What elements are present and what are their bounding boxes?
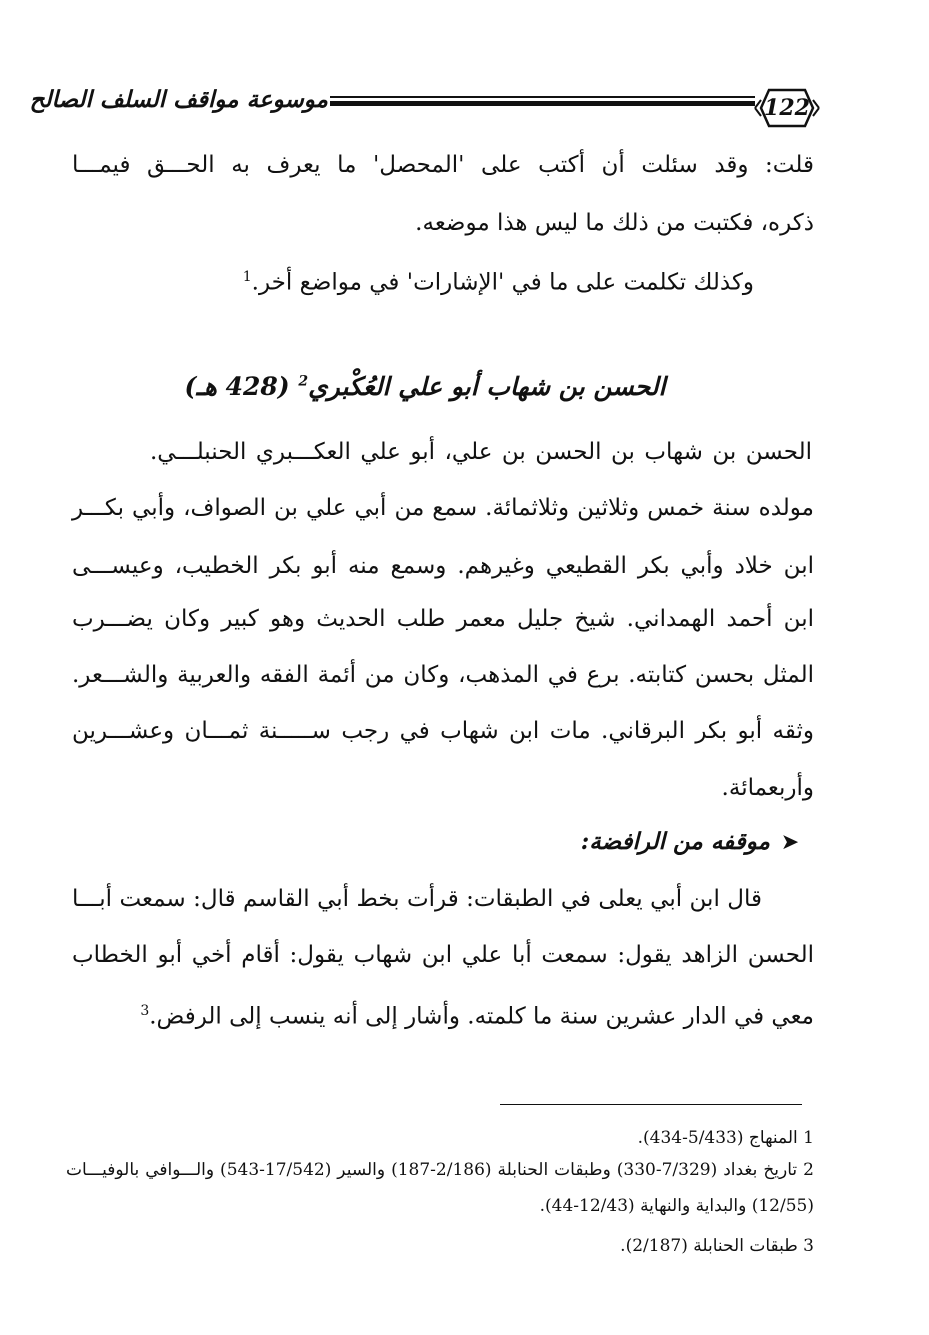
footnote-divider (500, 1104, 802, 1105)
footnote-2b: (12/55) والبداية والنهاية (12/43-44). (539, 1196, 814, 1216)
bio-line-6: وثقه أبو بكر البرقاني. مات ابن شهاب في رجب ســـــنة ثمـــان وعشـــرين (72, 718, 814, 744)
bio-line-1: الحسن بن شهاب بن الحسن بن علي، أبو علي العكـــبري الحنبلـــي. (150, 439, 812, 465)
footnote-ref-1: 1 (242, 269, 252, 285)
bio-line-4: ابن أحمد الهمداني. شيخ جليل معمر طلب الحديث وهو كبير وكان يضـــرب (72, 606, 814, 632)
page-number-badge (753, 86, 821, 130)
section-title-date: (428 هـ) (184, 372, 290, 401)
footnote-2a: 2 تاريخ بغداد (7/329-330) وطبقات الحنابلة (2/186-187) والسير (17/542-543) والـــوافي بالوفيـــات (66, 1160, 814, 1180)
stance-line-2: الحسن الزاهد يقول: سمعت أبا علي ابن شهاب يقول: أقام أخي أبو الخطاب (72, 942, 814, 968)
section-title-text: الحسن بن شهاب أبو علي العُكْبري (308, 372, 666, 401)
intro-line-2: ذكره، فكتبت من ذلك ما ليس هذا موضعه. (415, 210, 814, 236)
stance-line-1: قال ابن أبي يعلى في الطبقات: قرأت بخط أبي القاسم قال: سمعت أبـــا (72, 886, 762, 912)
header-rule-thin (330, 96, 755, 98)
footnote-1: 1 المنهاج (5/433-434). (637, 1128, 814, 1148)
bio-line-7: وأربعمائة. (721, 775, 814, 801)
section-title (160, 372, 690, 401)
stance-line-3 (72, 996, 814, 1032)
bio-line-2: مولده سنة خمس وثلاثين وثلاثمائة. سمع من أبي علي بن الصواف، وأبي بكـــر (72, 495, 814, 521)
footnote-ref-3: 3 (140, 1003, 150, 1019)
intro-line-1: قلت: وقد سئلت أن أكتب على 'المحصل' ما يعرف به الحـــق فيمـــا (72, 152, 814, 178)
intro-line-3 (72, 262, 754, 298)
series-title: موسوعة مواقف السلف الصالح (29, 86, 328, 113)
intro-line-3-text: وكذلك تكلمت على ما في 'الإشارات' في مواضع أخر. (251, 269, 754, 296)
stance-line-3-text: معي في الدار عشرين سنة ما كلمته. وأشار إلى أنه ينسب إلى الرفض. (149, 1003, 814, 1030)
footnote-3: 3 طبقات الحنابلة (2/187). (620, 1236, 814, 1256)
stance-subheading: موقفه من الرافضة: (580, 828, 770, 855)
page-header (29, 70, 820, 145)
bio-line-5: المثل بحسن كتابته. برع في المذهب، وكان من أئمة الفقه والعربية والشـــعر. (72, 662, 814, 688)
arrow-bullet-icon: ➤ (780, 830, 800, 855)
header-rule-thick (330, 101, 755, 106)
header-rule (330, 96, 755, 108)
bio-line-3: ابن خلاد وأبي بكر القطيعي وغيرهم. وسمع منه أبو بكر الخطيب، وعيســـى (72, 553, 814, 579)
page-number: 122 (764, 95, 810, 121)
footnote-ref-2: 2 (298, 373, 309, 390)
